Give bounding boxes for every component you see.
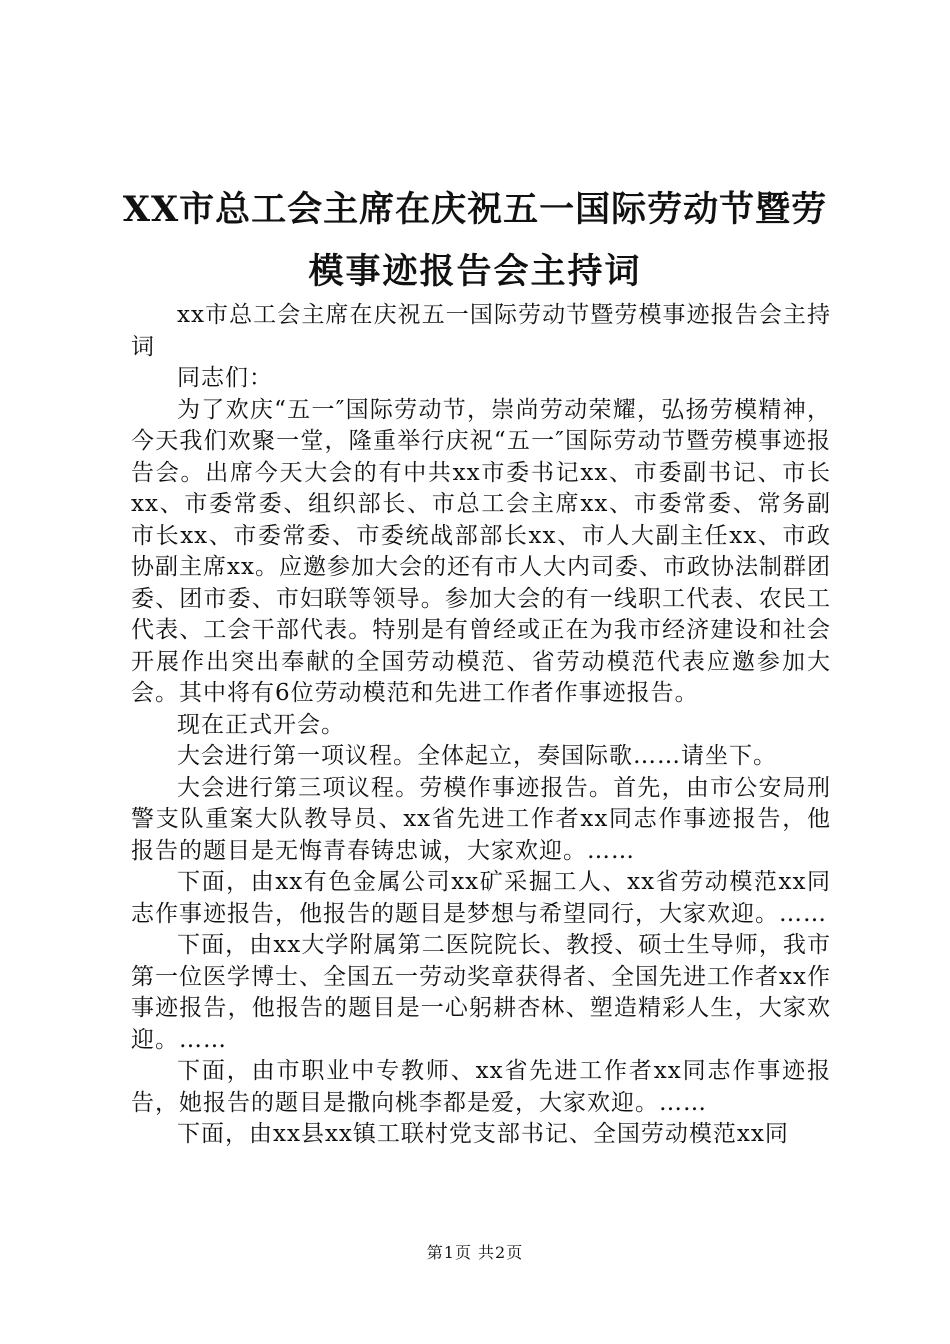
opening-paragraph: 为了欢庆“五一″国际劳动节，崇尚劳动荣耀，弘扬劳模精神，今天我们欢聚一堂，隆重举行庆祝“五一″国际劳动节暨劳模事迹报告会。出席今天大会的有中共xx市委书记xx、市委副书记、市长xx、市委常委、组织部长、市总工会主席xx、市委常委、常务副市长xx、市委常委、市委统战部部长xx、市人大副主任xx、市政协副主席xx。应邀参加大会的还有市人大内司委、市政协法制群团委、团市委、市妇联等领导。参加大会的有一线职工代表、农民工代表、工会干部代表。特别是有曾经或正在为我市经济建设和社会开展作出突出奉献的全国劳动模范、省劳动模范代表应邀参加大会。其中将有6位劳动模范和先进工作者作事迹报告。 — [131, 396, 831, 706]
paragraph: 下面，由xx大学附属第二医院院长、教授、硕士生导师，我市第一位医学博士、全国五一劳动奖章获得者、全国先进工作者xx作事迹报告，他报告的题目是一心躬耕杏林、塑造精彩人生，大家欢迎。…… — [131, 932, 831, 1053]
salutation-paragraph: 同志们： — [177, 365, 273, 391]
paragraph: 大会进行第三项议程。劳模作事迹报告。首先，由市公安局刑警支队重案大队教导员、xx省先进工作者xx同志作事迹报告，他报告的题目是无悔青春铸忠诚，大家欢迎。…… — [131, 774, 831, 864]
document-title-line-1: XX市总工会主席在庆祝五一国际劳动节暨劳 — [122, 189, 828, 230]
paragraph: 下面，由xx县xx镇工联村党支部书记、全国劳动模范xx同 — [177, 1121, 789, 1147]
subtitle-paragraph: xx市总工会主席在庆祝五一国际劳动节暨劳模事迹报告会主持词 — [131, 302, 831, 360]
document-body — [131, 300, 831, 1151]
paragraph: 下面，由xx有色金属公司xx矿采掘工人、xx省劳动模范xx同志作事迹报告，他报告的题目是梦想与希望同行，大家欢迎。…… — [131, 869, 831, 927]
paragraph: 大会进行第一项议程。全体起立，奏国际歌……请坐下。 — [177, 743, 777, 769]
paragraph: 现在正式开会。 — [177, 711, 345, 738]
page-number-footer: 第1页 共2页 — [426, 1243, 524, 1262]
document-title-line-2: 模事迹报告会主持词 — [308, 251, 642, 292]
paragraph: 下面，由市职业中专教师、xx省先进工作者xx同志作事迹报告，她报告的题目是撒向桃李都是爱，大家欢迎。…… — [131, 1058, 831, 1116]
